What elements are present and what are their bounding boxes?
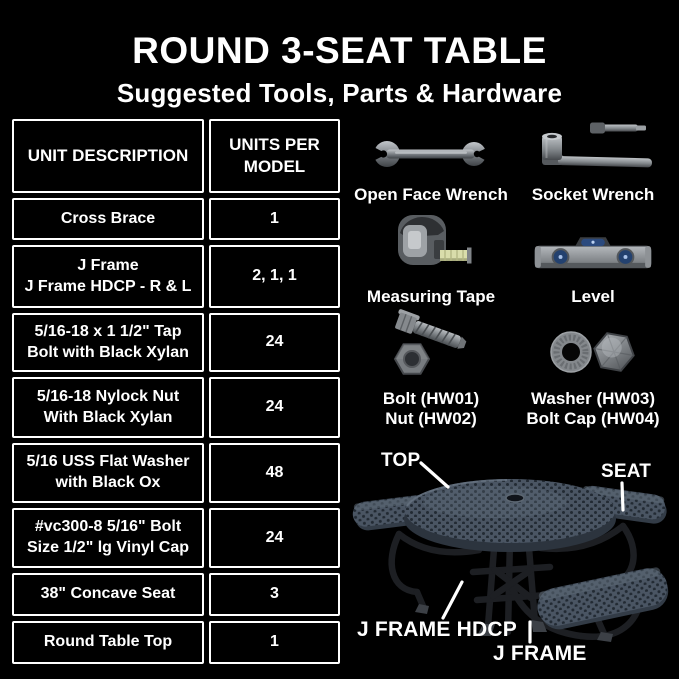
page-subtitle: Suggested Tools, Parts & Hardware (116, 78, 563, 108)
diagram-label-seat: SEAT (601, 461, 652, 482)
bolt-nut-icon (384, 309, 478, 384)
part-row-desc (12, 573, 204, 616)
part-row-units: 2, 1, 1 (209, 245, 340, 308)
diagram-label-j-frame-hdcp: J FRAME HDCP (357, 618, 517, 641)
part-row-desc (12, 377, 204, 438)
part-desc-line: Bolt with Black Xylan (27, 343, 189, 361)
col-header-units-per-model: UNITS PER MODEL (209, 119, 340, 193)
part-row-desc (12, 313, 204, 372)
header (0, 30, 679, 109)
tool-label: Level (571, 287, 615, 307)
part-desc-line: J Frame (77, 256, 139, 274)
col-header-unit-description: UNIT DESCRIPTION (12, 119, 204, 193)
part-row-units: 24 (209, 508, 340, 568)
part-desc-line: Cross Brace (60, 209, 156, 227)
part-desc-line: Size 1/2" lg Vinyl Cap (26, 539, 189, 556)
part-row-units: 3 (209, 573, 340, 616)
socket-wrench-icon (528, 115, 658, 180)
table-top (404, 479, 616, 552)
tool-washer-bolt-cap (513, 316, 673, 430)
tool-label: Socket Wrench (531, 185, 655, 205)
open-face-wrench-icon (369, 133, 493, 180)
tool-socket-wrench (513, 120, 673, 206)
diagram-label-j-frame: J FRAME (493, 642, 587, 665)
tool-bolt-nut (351, 316, 511, 430)
part-row-desc (12, 621, 204, 664)
part-row-units: 24 (209, 313, 340, 372)
part-desc-line: 5/16-18 x 1 1/2" Tap (34, 322, 182, 340)
part-desc-line: Round Table Top (43, 633, 173, 651)
part-row-units: 48 (209, 443, 340, 503)
washer-bolt-cap-icon (545, 325, 641, 384)
part-desc-line: With Black Xylan (43, 408, 173, 426)
part-desc-line: J Frame HDCP - R & L (24, 277, 192, 295)
umbrella-hole (506, 494, 524, 502)
part-row-units: 24 (209, 377, 340, 438)
tool-label: Washer (HW03) Bolt Cap (HW04) (526, 388, 660, 429)
tool-open-face-wrench (351, 124, 511, 206)
part-desc-line: with Black Ox (55, 474, 161, 491)
tool-level (513, 218, 673, 308)
part-desc-line: 38" Concave Seat (40, 585, 176, 603)
part-desc-line: #vc300-8 5/16" Bolt (34, 518, 182, 536)
part-row-desc (12, 245, 204, 308)
tools-panel (345, 118, 679, 438)
tool-label: Measuring Tape (366, 287, 496, 307)
front-seat (534, 565, 672, 634)
part-row-desc (12, 198, 204, 240)
part-row-units: 1 (209, 621, 340, 664)
tool-label: Open Face Wrench (354, 185, 508, 205)
diagram-label-top: TOP (381, 450, 421, 471)
measuring-tape-icon (384, 213, 478, 282)
level-icon (532, 233, 654, 282)
tool-measuring-tape (351, 218, 511, 308)
part-desc-line: 5/16 USS Flat Washer (26, 453, 190, 471)
tool-label: Bolt (HW01) Nut (HW02) (382, 388, 480, 429)
part-desc-line: 5/16-18 Nylock Nut (36, 387, 180, 405)
part-row-desc (12, 508, 204, 568)
table-diagram (345, 440, 679, 679)
parts-table (12, 119, 340, 664)
part-row-units: 1 (209, 198, 340, 240)
part-row-desc (12, 443, 204, 503)
page-title: ROUND 3-SEAT TABLE (132, 30, 547, 71)
